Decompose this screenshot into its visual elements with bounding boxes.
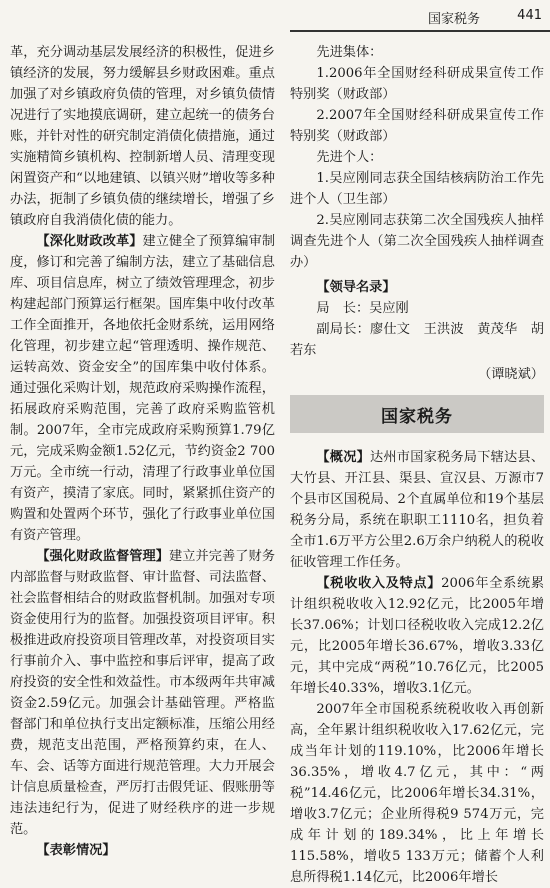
body-deepen-reform: 建立健全了预算编审制度，修订和完善了编制方法，建立了基础信息库、项目信息库，树立了绩效管理理念，初步构建起部门预算运行框架。国库集中收付改革工作全面推开，各地依托金财系统，运用网络化管理，初步建立起“管理透明、操作规范、运转高效、资金安全”的国库集中收付体系。通过强化采购计划，规范政府采购操作流程，拓展政府采购范围，完善了政府采购监管机制。2007年，全市完成政府采购预算1.79亿元，完成采购金额1.52亿元，节约资金2 700万元。全市统一行动，清理了行政事业单位国有资产，摸清了家底。同时，紧紧抓住资产的购置和处置两个环节，强化了行政事业单位国有资产管理。 xyxy=(10,234,276,543)
heading-awards: 【表彰情况】 xyxy=(36,843,116,858)
body-supervision: 建立并完善了财务内部监督与财政监督、审计监督、司法监督、社会监督相结合的财政监督机制。加强对专项资金使用行为的监督。加强投资项目评审。积极推进政府投资项目管理改革，对投资项目实行事前介入、事中监控和事后评审，提高了政府投资的安全性和效益性。市本级两年共审减资金2.59亿元。加强会计基础管理。严格监督部门和单位执行支出定额标准，压缩公用经费，规范支出范围，严格预算约束，在人、车、会、话等方面进行规范管理。大力开展会计信息质量检查，严厉打击假凭证、假账册等违法违纪行为，促进了财经秩序的进一步规范。 xyxy=(10,549,276,837)
paragraph-supervision xyxy=(10,546,275,840)
advanced-individual-label: 先进个人： xyxy=(316,150,383,165)
leader-deputies: 副局长：廖仕文 王洪波 黄茂华 胡若东 xyxy=(290,322,544,358)
paragraph-awards xyxy=(10,840,275,861)
paragraph-reform xyxy=(10,231,275,546)
body-overview: 达州市国家税务局下辖达县、大竹县、开江县、渠县、宣汉县、万源市7个县市区国税局、2个直属单位和19个基层税务分局，系统在职职工1110名，担负着全市1.6万平方公里2.6万余户纳税人的税收征收管理工作任务。 xyxy=(290,450,545,570)
leaders-heading-line xyxy=(290,277,544,298)
page-number: 441 xyxy=(517,8,542,23)
heading-deepen-reform: 【深化财政改革】 xyxy=(36,234,143,249)
paragraph-continued: 革，充分调动基层发展经济的积极性，促进乡镇经济的发展，努力缓解县乡财政困难。重点加强了对乡镇政府负债的管理，对乡镇负债情况进行了实地摸底调研，建立起统一的债务台账，并针对性的研究制定消债化债措施，通过实施精简乡镇机构、控制新增人员、清理变现闲置资产和“以地建镇、以镇兴财”增收等多种办法，扼制了乡镇负债的继续增长，增强了乡镇政府自我消债化债的能力。 xyxy=(10,45,275,228)
award-item-2: 2.2007年全国财经科研成果宣传工作特别奖（财政部） xyxy=(290,108,544,144)
award-item-3: 1.吴应刚同志获全国结核病防治工作先进个人（卫生部） xyxy=(290,171,544,207)
advanced-collective-label: 先进集体： xyxy=(316,45,383,60)
left-column xyxy=(10,42,275,861)
heading-leaders: 【领导名录】 xyxy=(316,280,396,295)
award-item-4: 2.吴应刚同志获第二次全国残疾人抽样调查先进个人（第二次全国残疾人抽样调查办） xyxy=(290,213,544,270)
paragraph-2007-revenue: 2007年全市国税系统税收收入再创新高，全年累计组织税收收入17.62亿元，完成当年计划的119.10%，比2006年增长36.35%，增收4.7亿元，其中：“两税”14.46亿元，比2006年增长34.31%，增收3.7亿元；企业所得税9 574万元，完成年计划的189.34%，比上年增长115.58%，增收5 133万元；储蓄个人利息所得税1.14亿元，比2006年增长 xyxy=(290,702,544,885)
paragraph-tax-revenue xyxy=(290,573,544,699)
leader-director: 局 长：吴应刚 xyxy=(316,301,409,316)
header-rule xyxy=(290,30,550,32)
section-title-band: 国家税务 xyxy=(290,395,544,433)
heading-overview: 【概况】 xyxy=(316,450,370,465)
running-header xyxy=(0,0,550,40)
body-tax-revenue: 2006年全系统累计组织税收收入12.92亿元，比2005年增长37.06%；计划口径税收收入完成12.2亿元，比2005年增长36.67%，增收3.33亿元，其中完成“两税”10.76亿元，比2005年增长40.33%，增收3.1亿元。 xyxy=(290,576,545,696)
heading-tax-revenue: 【税收收入及特点】 xyxy=(316,576,442,591)
author-credit: （谭晓斌） xyxy=(478,367,544,382)
running-header-section: 国家税务 xyxy=(428,12,481,27)
heading-supervision: 【强化财政监督管理】 xyxy=(36,549,169,564)
right-column xyxy=(290,42,544,888)
paragraph-overview xyxy=(290,447,544,573)
award-item-1: 1.2006年全国财经科研成果宣传工作特别奖（财政部） xyxy=(290,66,544,102)
